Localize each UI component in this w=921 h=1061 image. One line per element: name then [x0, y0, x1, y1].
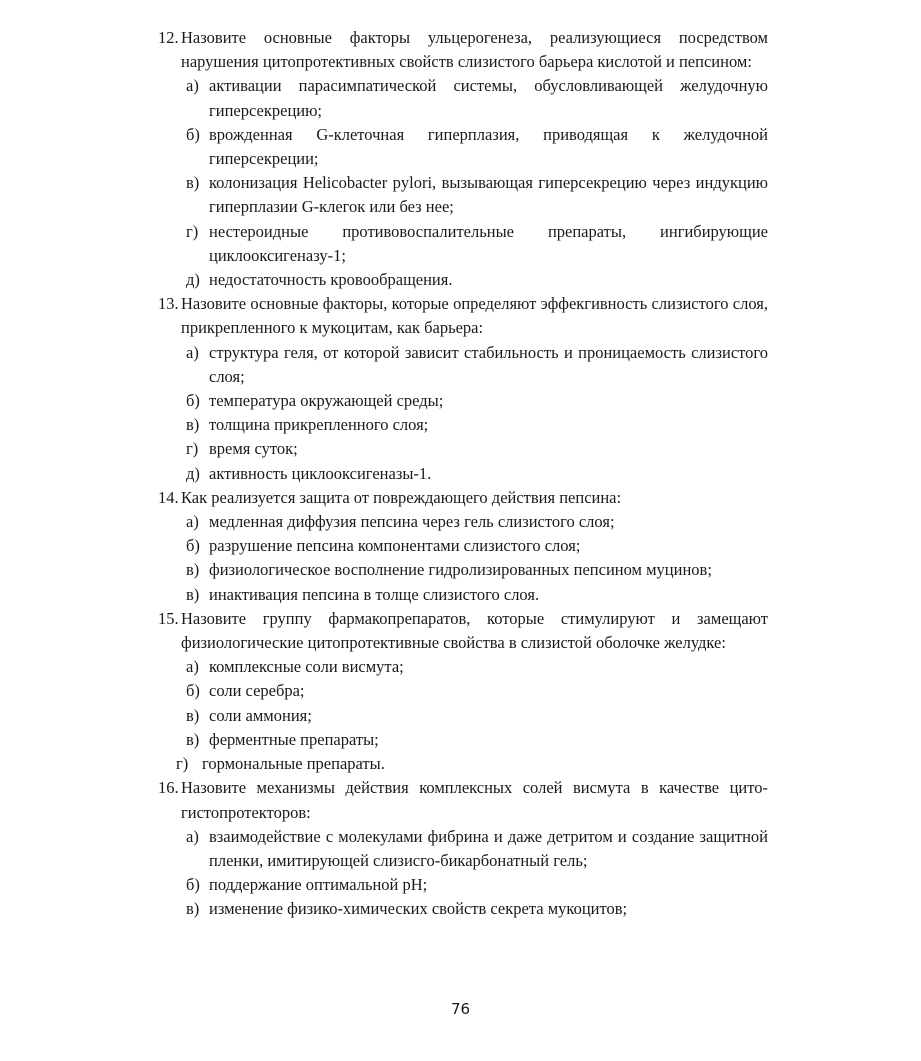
answer-option [158, 873, 768, 897]
option-letter: г) [176, 754, 189, 774]
answer-option [158, 679, 768, 703]
option-letter: д) [186, 463, 200, 483]
option-letter: в) [186, 173, 200, 193]
option-text: недостаточность кровообращения. [209, 270, 453, 290]
option-letter: г) [186, 439, 199, 459]
answer-option [158, 655, 768, 679]
option-text: комплексные соли висмута; [209, 657, 404, 677]
option-letter: в) [186, 584, 200, 604]
answer-option [158, 220, 768, 268]
answer-option [158, 752, 768, 776]
option-letter: б) [186, 391, 200, 411]
option-letter: а) [186, 76, 199, 96]
option-letter: а) [186, 342, 199, 362]
option-text: колонизация Helicobacter pylori, вызывающая гиперсекрецию через индукцию гиперплазии G-клегок или без нее; [209, 173, 768, 217]
option-text: изменение физико-химических свойств секрета мукоцитов; [209, 899, 628, 919]
option-text: врожденная G-клеточная гиперплазия, приводящая к желудочной гиперсекреции; [209, 124, 768, 169]
question-text: Назовите основные факторы, которые определяют эффекгивность слизистого слоя, прикрепленного к мукоцитам, как барьера: [181, 294, 768, 338]
question-number: 13. [158, 294, 179, 314]
option-letter: в) [186, 899, 200, 919]
answer-option [158, 825, 768, 873]
answer-option [158, 558, 768, 582]
option-letter: б) [186, 875, 200, 895]
question-14 [158, 486, 768, 510]
option-text: активации парасимпатической системы, обусловливающей желудочную гиперсекрецию; [209, 76, 768, 120]
page-content [158, 26, 768, 922]
option-letter: д) [186, 270, 200, 290]
option-text: температура окружающей среды; [209, 391, 444, 411]
question-16 [158, 776, 768, 824]
question-number: 16. [158, 778, 179, 798]
option-letter: в) [186, 415, 200, 435]
option-letter: в) [186, 560, 200, 580]
answer-option [158, 534, 768, 558]
answer-option [158, 437, 768, 461]
question-15 [158, 607, 768, 655]
answer-option [158, 413, 768, 437]
option-letter: б) [186, 681, 200, 701]
answer-option [158, 897, 768, 921]
option-text: время суток; [209, 439, 298, 459]
question-number: 14. [158, 487, 179, 507]
answer-option [158, 704, 768, 728]
option-letter: а) [186, 512, 199, 532]
option-text: структура геля, от которой зависит стабильность и проницаемость слизистого слоя; [209, 342, 768, 386]
answer-option [158, 341, 768, 389]
option-text: ферментные препараты; [209, 729, 379, 749]
option-text: разрушение пепсина компонентами слизистого слоя; [209, 536, 581, 556]
answer-option [158, 123, 768, 171]
option-letter: б) [186, 536, 200, 556]
option-letter: г) [186, 221, 199, 241]
answer-option [158, 171, 768, 219]
answer-option [158, 510, 768, 534]
option-text: активность циклооксигеназы-1. [209, 463, 432, 483]
page-number: 76 [450, 1000, 471, 1018]
option-text: физиологическое восполнение гидролизированных пепсином муцинов; [209, 560, 712, 580]
answer-option [158, 268, 768, 292]
option-text: соли аммония; [209, 705, 312, 725]
answer-option [158, 728, 768, 752]
question-text: Назовите группу фармакопрепаратов, которые стимулируют и замещают физиологические цитопротективные свойства в слизистой оболочке желудке: [181, 608, 768, 653]
option-letter: в) [186, 729, 200, 749]
question-12 [158, 26, 768, 74]
answer-option [158, 389, 768, 413]
question-text: Назовите основные факторы ульцерогенеза, реализующиеся посредством нарушения цитопротективных свойств слизистого барьера кислотой и пепсином: [181, 28, 768, 72]
option-letter: в) [186, 705, 200, 725]
option-text: нестероидные противовоспалительные препараты, ингибирующие циклооксигеназу-1; [209, 221, 768, 265]
option-text: толщина прикрепленного слоя; [209, 415, 429, 435]
option-text: соли серебра; [209, 681, 305, 701]
question-text: Назовите механизмы действия комплексных солей висмута в качестве цито-гистопротекторов: [181, 778, 768, 822]
option-text: гормональные препараты. [202, 754, 385, 774]
option-letter: б) [186, 124, 200, 144]
question-number: 12. [158, 28, 179, 47]
question-text: Как реализуется защита от повреждающего действия пепсина: [181, 487, 622, 507]
answer-option [158, 74, 768, 122]
option-text: взаимодействие с молекулами фибрина и даже детритом и создание защитной пленки, имитирующей слизисго-бикарбонатный гель; [209, 826, 768, 870]
option-text: инактивация пепсина в толще слизистого слоя. [209, 584, 540, 604]
answer-option [158, 583, 768, 607]
question-13 [158, 292, 768, 340]
question-number: 15. [158, 608, 179, 628]
option-letter: а) [186, 826, 199, 846]
option-letter: а) [186, 657, 199, 677]
answer-option [158, 462, 768, 486]
option-text: поддержание оптимальной pH; [209, 875, 428, 895]
option-text: медленная диффузия пепсина через гель слизистого слоя; [209, 512, 615, 532]
